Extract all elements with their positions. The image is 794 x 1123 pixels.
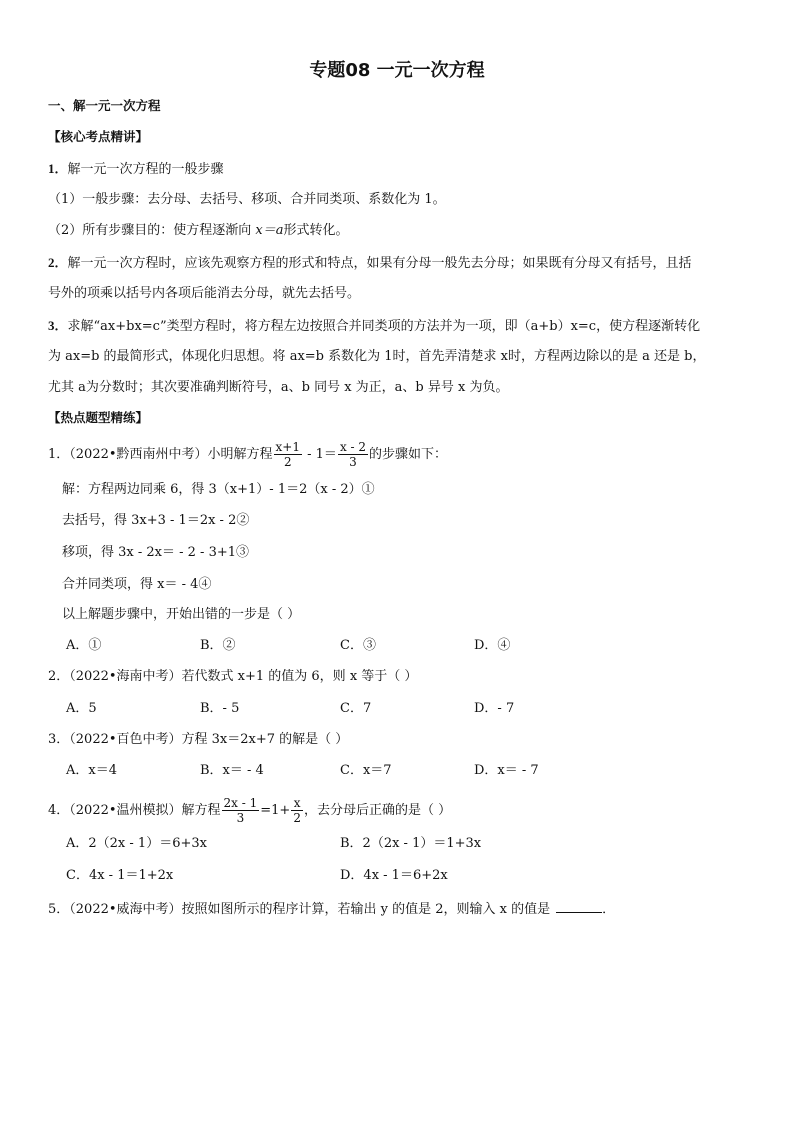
point-3-number: 3．	[48, 318, 68, 333]
q1-ask: 以上解题步骤中，开始出错的一步是（ ）	[62, 607, 301, 622]
q4-option-a[interactable]: A．2（2x - 1）＝6+3x	[66, 836, 207, 851]
q1-step-4: 合并同类项，得 x＝ - 4④	[62, 577, 212, 592]
question-1-stem	[48, 440, 447, 469]
q1-fraction-2	[338, 440, 368, 469]
point-2-number: 2．	[48, 255, 68, 270]
q1-fraction-1	[274, 440, 302, 469]
point-1b-pre: （2）所有步骤目的：使方程逐渐向	[48, 223, 256, 238]
q2-option-b[interactable]: B．- 5	[200, 701, 240, 716]
q1-step-3: 移项，得 3x - 2x＝ - 2 - 3+1③	[62, 545, 250, 560]
point-2-line1	[48, 253, 692, 274]
point-3-text1: 求解“ax+bx=c”类型方程时，将方程左边按照合并同类项的方法并为一项，即（a+b）x=c，使方程逐渐转化	[67, 319, 701, 334]
point-2-text1: 解一元一次方程时，应该先观察方程的形式和特点，如果有分母一般先去分母；如果既有分母又有括号，且括	[67, 256, 692, 271]
q1-option-c[interactable]: C．③	[340, 638, 376, 653]
q4-fraction-1	[222, 796, 260, 825]
q3-option-b[interactable]: B．x＝ - 4	[200, 763, 264, 778]
q1-option-a[interactable]: A．①	[66, 638, 102, 653]
q3-option-c[interactable]: C．x＝7	[340, 763, 392, 778]
q2-option-a[interactable]: A．5	[66, 701, 97, 716]
q5-stem-end: ．	[602, 902, 616, 917]
q1-f2-numerator: x - 2	[339, 440, 367, 454]
question-3-stem: 3．（2022•百色中考）方程 3x＝2x+7 的解是（ ）	[48, 732, 349, 747]
q5-stem-text: 5．（2022•威海中考）按照如图所示的程序计算，若输出 y 的值是 2，则输入 x 的值是	[48, 902, 551, 917]
q1-option-d[interactable]: D．④	[474, 638, 511, 653]
point-1b	[48, 221, 349, 241]
q1-mid: - 1＝	[303, 447, 337, 462]
question-2-stem: 2．（2022•海南中考）若代数式 x+1 的值为 6，则 x 等于（ ）	[48, 669, 418, 684]
q4-option-d[interactable]: D．4x - 1＝6+2x	[340, 868, 448, 883]
point-3-line1	[48, 316, 700, 337]
q4-mid: =1+	[260, 803, 291, 818]
q4-f2-denominator: 2	[293, 811, 301, 825]
point-1b-post: 形式转化。	[283, 223, 349, 238]
q3-option-d[interactable]: D．x＝ - 7	[474, 763, 539, 778]
question-5-stem	[48, 898, 615, 920]
q2-option-d[interactable]: D．- 7	[474, 701, 515, 716]
q1-f2-denominator: 3	[349, 455, 357, 469]
q1-option-b[interactable]: B．②	[200, 638, 236, 653]
point-1-number: 1．	[48, 161, 68, 176]
point-3-line2: 为 ax=b 的最简形式，体现化归思想。将 ax=b 系数化为 1时，首先弄清楚求 x时，方程两边除以的是 a 还是 b，	[48, 349, 706, 364]
point-1a: （1）一般步骤：去分母、去括号、移项、合并同类项、系数化为 1。	[48, 192, 446, 207]
point-2-line2: 号外的项乘以括号内各项后能消去分母，就先去括号。	[48, 286, 361, 301]
q4-f2-numerator: x	[291, 796, 303, 811]
q4-stem-pre: 4．（2022•温州模拟）解方程	[48, 803, 221, 818]
q2-option-c[interactable]: C．7	[340, 701, 372, 716]
q4-f1-numerator: 2x - 1	[223, 796, 258, 810]
core-points-header: 【核心考点精讲】	[48, 129, 149, 144]
q5-answer-blank[interactable]	[556, 898, 602, 913]
q1-step-1: 解：方程两边同乘 6，得 3（x+1）- 1＝2（x - 2）①	[62, 482, 375, 497]
point-3-line3: 尤其 a为分数时；其次要准确判断符号，a、b 同号 x 为正，a、b 异号 x 为负。	[48, 380, 509, 395]
q4-option-b[interactable]: B．2（2x - 1）＝1+3x	[340, 836, 482, 851]
q4-f1-denominator: 3	[236, 811, 245, 825]
point-1-text: 解一元一次方程的一般步骤	[67, 162, 224, 177]
q1-step-2: 去括号，得 3x+3 - 1＝2x - 2②	[62, 513, 250, 528]
section-heading: 一、解一元一次方程	[48, 98, 161, 113]
q4-option-c[interactable]: C．4x - 1＝1+2x	[66, 868, 174, 883]
q4-stem-post: ，去分母后正确的是（ ）	[303, 803, 452, 818]
q1-f1-numerator: x+1	[275, 440, 300, 454]
q1-f1-denominator: 2	[283, 455, 292, 469]
point-1b-eq: x＝a	[255, 223, 284, 238]
page-title: 专题08 一元一次方程	[309, 60, 485, 81]
q1-stem-post: 的步骤如下：	[369, 447, 448, 462]
question-4-stem	[48, 796, 451, 825]
q1-stem-pre: 1．（2022•黔西南州中考）小明解方程	[48, 447, 273, 462]
hot-types-header: 【热点题型精练】	[48, 410, 149, 425]
point-1	[48, 159, 224, 180]
q3-option-a[interactable]: A．x＝4	[66, 763, 117, 778]
q4-fraction-2	[291, 796, 303, 825]
